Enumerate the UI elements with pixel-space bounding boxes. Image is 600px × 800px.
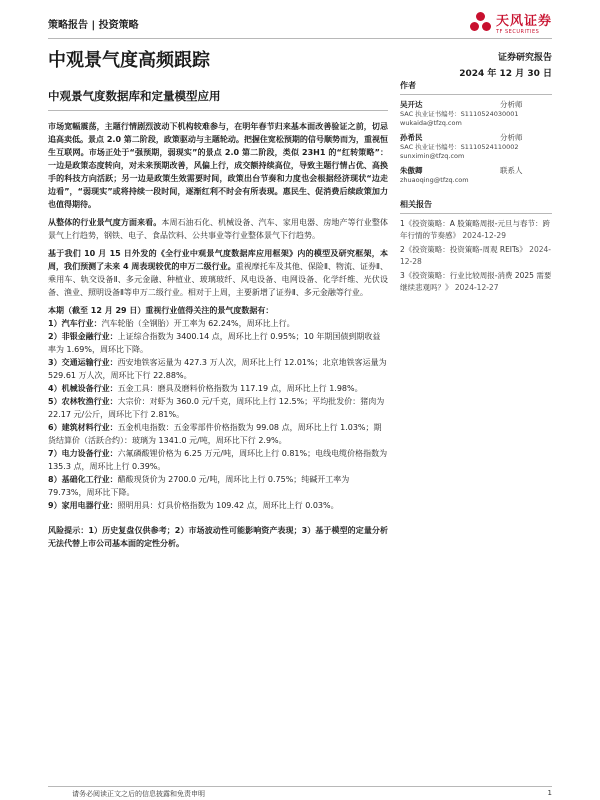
week-list xyxy=(48,317,388,512)
related-report-link[interactable]: 2《投资策略：投资策略-周观 REITs》 2024-12-28 xyxy=(400,245,551,266)
logo-text-en: TF SECURITIES xyxy=(495,29,540,35)
author-email[interactable]: sunximin@tfzq.com xyxy=(400,152,465,160)
list-item: 8）基础化工行业：醋酸现货价为 2700.0 元/吨，周环比上行 0.75%；纯碱开工率为 79.73%，周环比下降。 xyxy=(48,475,350,497)
author-name: 朱傲卿 xyxy=(400,166,423,175)
list-item: 2）非银金融行业：上证综合指数为 3400.14 点，周环比上行 0.95%；10 年期国债到期收益率为 1.69%，周环比下降。 xyxy=(48,332,381,354)
footer-disclaimer: 请务必阅读正文之后的信息披露和免责申明 xyxy=(72,790,205,798)
list-item: 5）农林牧渔行业：大宗价：对虾为 360.0 元/千克，周环比上行 12.5%；平均批发价：猪肉为 22.17 元/公斤，周环比下行 2.81%。 xyxy=(48,397,385,419)
paragraph-3-text: 重视摩托车及其他、保险Ⅱ、物流、证券Ⅱ、乘用车、轨交设备Ⅱ、多元金融、种植业、玻璃玻纤、风电设备、电网设备、化学纤维、光伏设备、渔业、照明设备Ⅱ等申万二级行业。相对于上周，主要新增了证券Ⅱ、多元金融等行业。 xyxy=(48,262,388,297)
author-email[interactable]: wukaida@tfzq.com xyxy=(400,119,462,127)
report-type: 证券研究报告 xyxy=(497,53,552,63)
paragraph-2-text: 本周石油石化、机械设备、汽车、家用电器、房地产等行业整体景气上行趋势，钢铁、电子、食品饮料、公共事业等行业整体景气下行趋势。 xyxy=(48,218,389,240)
related-reports xyxy=(400,199,552,294)
logo-text-cn: 天风证券 xyxy=(495,14,552,29)
company-logo xyxy=(470,10,552,35)
paragraph-1-bold: 市场宽幅震荡，主题行情剧烈波动下机构较难参与，在明年春节归来基本面改善验证之前，切忌追高卖低。景点 2.0 第二阶段，政策驱动与主题轮动。把握住宽松预期的信号顺势而为，重视恒生互联网。市场正处于“强预期，弱现实”的景点 2.0 第二阶段，类似 23H1 的“红转策略”：一边是政策态度转向，对未来预期改善，风偏上行，成交额持续高位，导致主题行情占优、高换手的科技方向活跃；另一边是政策生效需要时间，政策出台节奏和力度也会根据经济现状“边走边看”，“弱现实”或将持续一段时间，逐渐红利不时会有所表现。惠民生、促消费后续政策加力也值得期待。 xyxy=(48,122,388,209)
sidebar xyxy=(400,80,552,296)
summary-paragraph-2 xyxy=(48,216,388,242)
summary-paragraph-3 xyxy=(48,247,388,299)
paragraph-2-bold: 从整体的行业景气度方面来看。 xyxy=(48,218,162,227)
week-intro: 本期（截至 12 月 29 日）重视行业值得关注的景气度数据有： xyxy=(48,306,274,315)
logo-mark-icon xyxy=(470,12,492,34)
footer-divider xyxy=(48,786,552,787)
list-item: 6）建筑材料行业：五金机电指数：五金零部件价格指数为 99.08 点，周环比上行 1.03%；期货结算价（活跃合约）：玻璃为 1341.0 元/吨，周环比下行 2.9%。 xyxy=(48,423,382,445)
report-category: 策略报告 | 投资策略 xyxy=(48,20,139,31)
author-card xyxy=(400,99,552,128)
author-card xyxy=(400,165,552,185)
report-date: 2024 年 12 月 30 日 xyxy=(459,69,552,79)
risk-warning: 风险提示：1）历史复盘仅供参考；2）市场波动性可能影响资产表现；3）基于模型的定量分析无法代替上市公司基本面的定性分析。 xyxy=(48,526,388,548)
main-content xyxy=(48,120,388,555)
list-item: 4）机械设备行业：五金工具：磨具及磨料价格指数为 117.19 点，周环比上行 1.98%。 xyxy=(48,384,363,393)
page-number: 1 xyxy=(547,789,552,797)
header-divider xyxy=(48,38,552,39)
author-role: 联系人 xyxy=(500,166,523,175)
list-item: 1）汽车行业：汽车轮胎（全钢胎）开工率为 62.24%，周环比上行。 xyxy=(48,319,295,328)
authors-heading: 作者 xyxy=(400,80,552,95)
list-item: 3）交通运输行业：西安地铁客运量为 427.3 万人次，周环比上行 12.01%；北京地铁客运量为 529.61 万人次，周环比下行 22.88%。 xyxy=(48,358,387,380)
list-item: 9）家用电器行业：照明用具：灯具价格指数为 109.42 点，周环比上行 0.03%。 xyxy=(48,501,339,510)
author-role: 分析师 xyxy=(500,133,523,142)
subtitle-divider xyxy=(48,110,388,111)
paragraph-3-bold: 基于我们 10 月 15 日外发的《全行业中观景气度数据库应用框架》内的模型及研究框架，本周，我们预测了未来 4 周表现较优的申万二级行业。 xyxy=(48,249,388,271)
report-subtitle: 中观景气度数据库和定量模型应用 xyxy=(48,89,221,103)
list-item: 7）电力设备行业：六氟磷酸锂价格为 6.25 万元/吨，周环比上行 0.81%；电线电缆价格指数为 135.3 点，周环比上行 0.39%。 xyxy=(48,449,388,471)
author-card xyxy=(400,132,552,161)
summary-paragraph-1 xyxy=(48,120,388,211)
author-cert: SAC 执业证书编号：S1110524110002 xyxy=(400,143,519,151)
report-title: 中观景气度高频跟踪 xyxy=(48,50,210,71)
author-name: 吴开达 xyxy=(400,100,423,109)
page-header xyxy=(48,10,552,36)
related-report-link[interactable]: 3《投资策略：行业比较周报-消费 2025 需要继续悲观吗？》 2024-12-27 xyxy=(400,271,552,292)
author-role: 分析师 xyxy=(500,100,523,109)
author-email[interactable]: zhuaoqing@tfzq.com xyxy=(400,176,469,184)
related-report-link[interactable]: 1《投资策略：A 股策略周报-元旦与春节：跨年行情的节奏感》 2024-12-29 xyxy=(400,219,550,240)
related-heading: 相关报告 xyxy=(400,199,552,214)
author-cert: SAC 执业证书编号：S1110524030001 xyxy=(400,110,519,118)
author-name: 孙希民 xyxy=(400,133,423,142)
